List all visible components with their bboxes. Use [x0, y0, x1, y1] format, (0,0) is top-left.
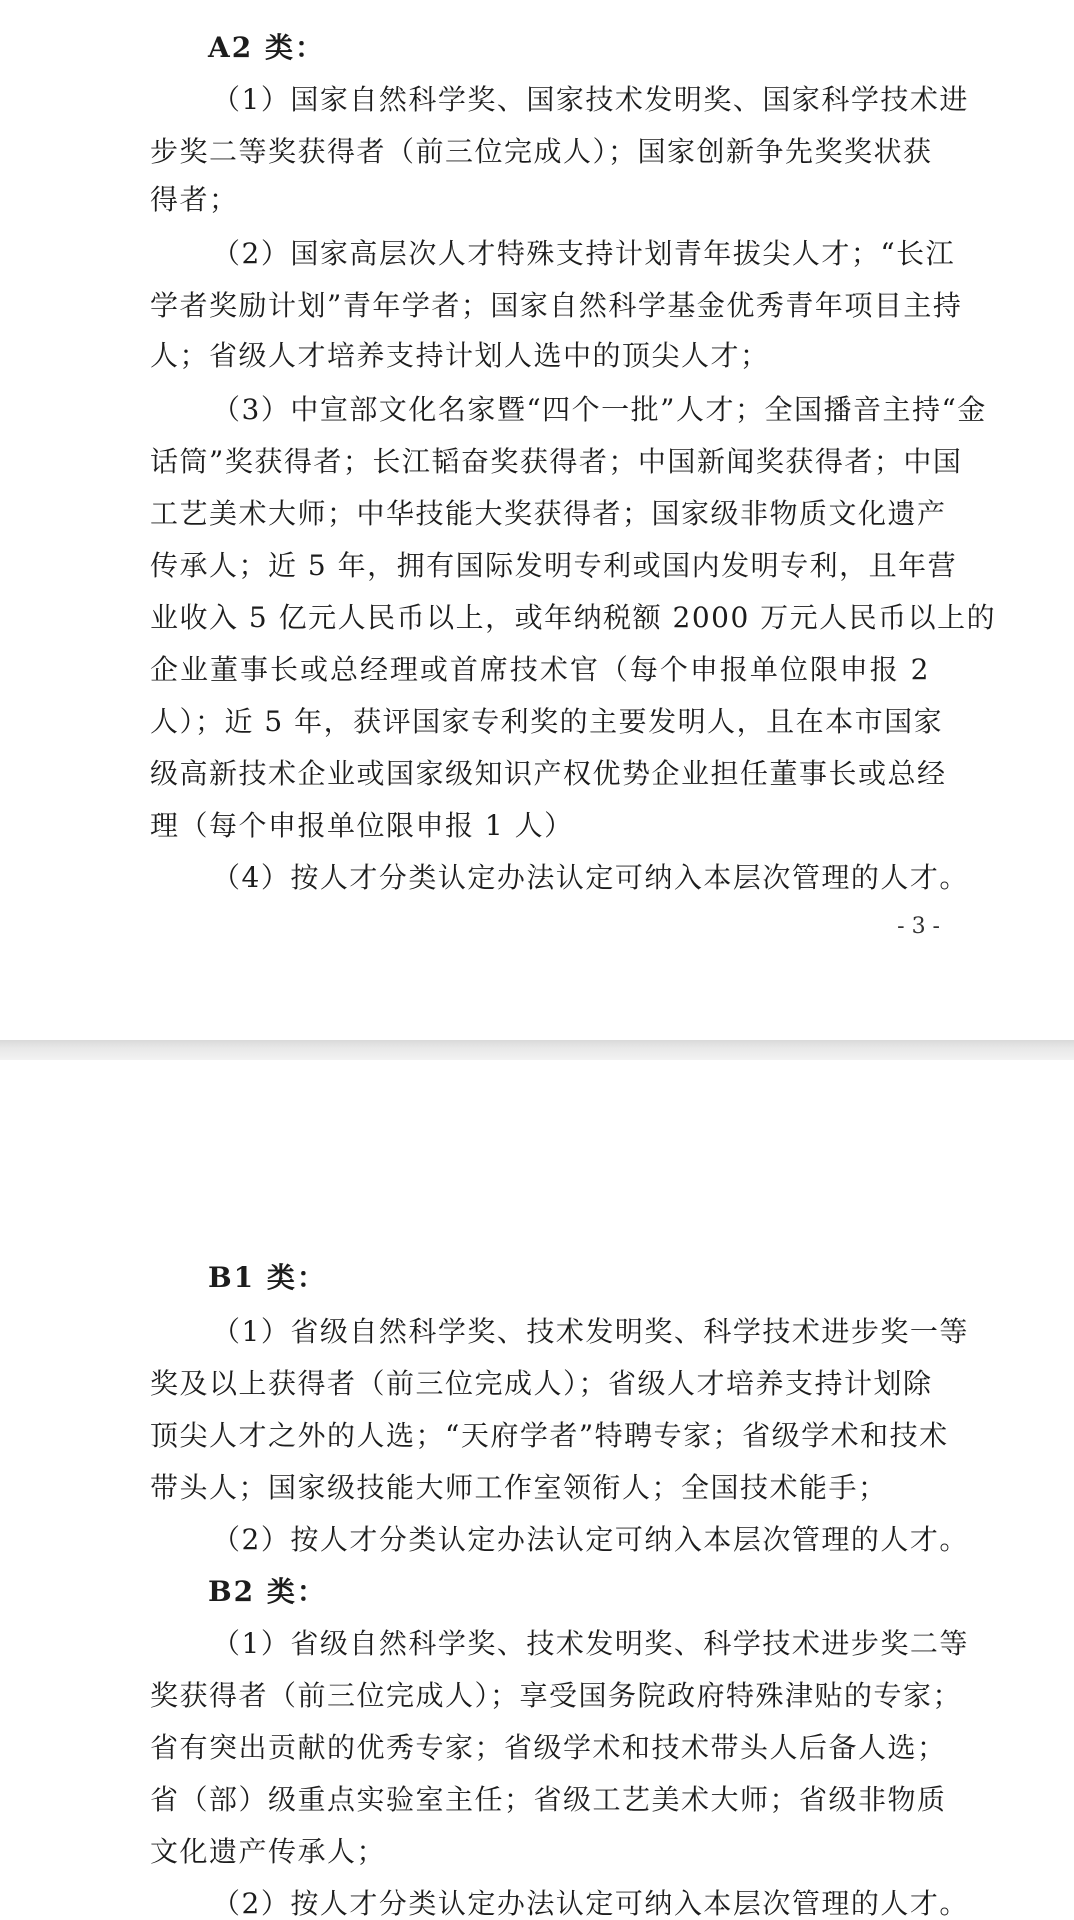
- paragraph-line: （1）国家自然科学奖、国家技术发明奖、国家科学技术进: [212, 83, 969, 116]
- page-separator: [0, 1040, 1074, 1060]
- paragraph-line: （1）省级自然科学奖、技术发明奖、科学技术进步奖二等: [212, 1627, 969, 1660]
- paragraph-line: 省（部）级重点实验室主任；省级工艺美术大师；省级非物质: [150, 1783, 947, 1816]
- paragraph-line: 工艺美术大师；中华技能大奖获得者；国家级非物质文化遗产: [150, 497, 947, 530]
- paragraph-line: （1）省级自然科学奖、技术发明奖、科学技术进步奖一等: [212, 1315, 969, 1348]
- paragraph-line: 文化遗产传承人；: [150, 1835, 387, 1868]
- paragraph-line: 带头人；国家级技能大师工作室领衔人；全国技术能手；: [150, 1471, 888, 1504]
- b1-heading: B1 类：: [208, 1261, 327, 1294]
- paragraph-line: 业收入 5 亿元人民币以上，或年纳税额 2000 万元人民币以上的: [150, 601, 997, 634]
- paragraph-line: （4）按人才分类认定办法认定可纳入本层次管理的人才。: [212, 861, 969, 894]
- paragraph-line: 级高新技术企业或国家级知识产权优势企业担任董事长或总经: [150, 757, 947, 790]
- paragraph-line: （3）中宣部文化名家暨“四个一批”人才；全国播音主持“金: [212, 393, 987, 426]
- a2-heading: A2 类：: [208, 31, 325, 64]
- paragraph-line: （2）国家高层次人才特殊支持计划青年拔尖人才；“长江: [212, 237, 956, 270]
- paragraph-line: 步奖二等奖获得者（前三位完成人）；国家创新争先奖奖状获: [150, 135, 933, 168]
- paragraph-line: 人；省级人才培养支持计划人选中的顶尖人才；: [150, 339, 770, 372]
- b2-heading: B2 类：: [208, 1575, 327, 1608]
- paragraph-line: 传承人；近 5 年，拥有国际发明专利或国内发明专利，且年营: [150, 549, 958, 582]
- paragraph-line: 学者奖励计划”青年学者；国家自然科学基金优秀青年项目主持: [150, 289, 963, 322]
- paragraph-line: （2）按人才分类认定办法认定可纳入本层次管理的人才。: [212, 1523, 969, 1556]
- paragraph-line: 企业董事长或总经理或首席技术官（每个申报单位限申报 2: [150, 653, 930, 686]
- paragraph-line: 得者；: [150, 183, 239, 216]
- paragraph-line: 省有突出贡献的优秀专家；省级学术和技术带头人后备人选；: [150, 1731, 947, 1764]
- document-page-4: [0, 1060, 1074, 1920]
- paragraph-line: 理（每个申报单位限申报 1 人）: [150, 809, 574, 842]
- paragraph-line: 顶尖人才之外的人选；“天府学者”特聘专家；省级学术和技术: [150, 1419, 949, 1452]
- paragraph-line: 人）；近 5 年，获评国家专利奖的主要发明人，且在本市国家: [150, 705, 944, 738]
- page-number: - 3 -: [897, 914, 940, 939]
- paragraph-line: 奖及以上获得者（前三位完成人）；省级人才培养支持计划除: [150, 1367, 933, 1400]
- paragraph-line: （2）按人才分类认定办法认定可纳入本层次管理的人才。: [212, 1887, 969, 1920]
- paragraph-line: 奖获得者（前三位完成人）；享受国务院政府特殊津贴的专家；: [150, 1679, 963, 1712]
- paragraph-line: 话筒”奖获得者；长江韬奋奖获得者；中国新闻奖获得者；中国: [150, 445, 963, 478]
